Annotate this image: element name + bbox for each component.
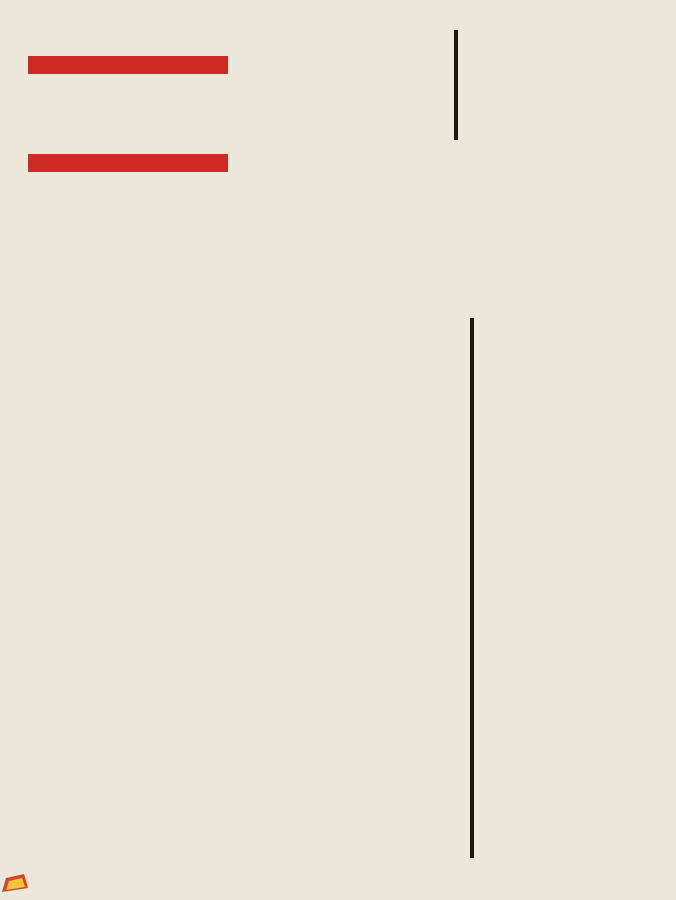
red-bar-bottom: [28, 154, 228, 172]
vertical-rule-top: [454, 30, 458, 140]
magazine-logo-icon: [0, 872, 30, 894]
article-title-smena: [452, 230, 624, 310]
poem-block: [36, 198, 232, 232]
article-title-portret: [36, 80, 226, 144]
article-title-idet: [452, 140, 624, 220]
article-column-2: [240, 26, 440, 878]
vertical-rule-right: [470, 318, 474, 858]
red-bar-top: [28, 56, 228, 74]
article-column-1: [30, 194, 232, 878]
article-column-3: [480, 382, 656, 866]
